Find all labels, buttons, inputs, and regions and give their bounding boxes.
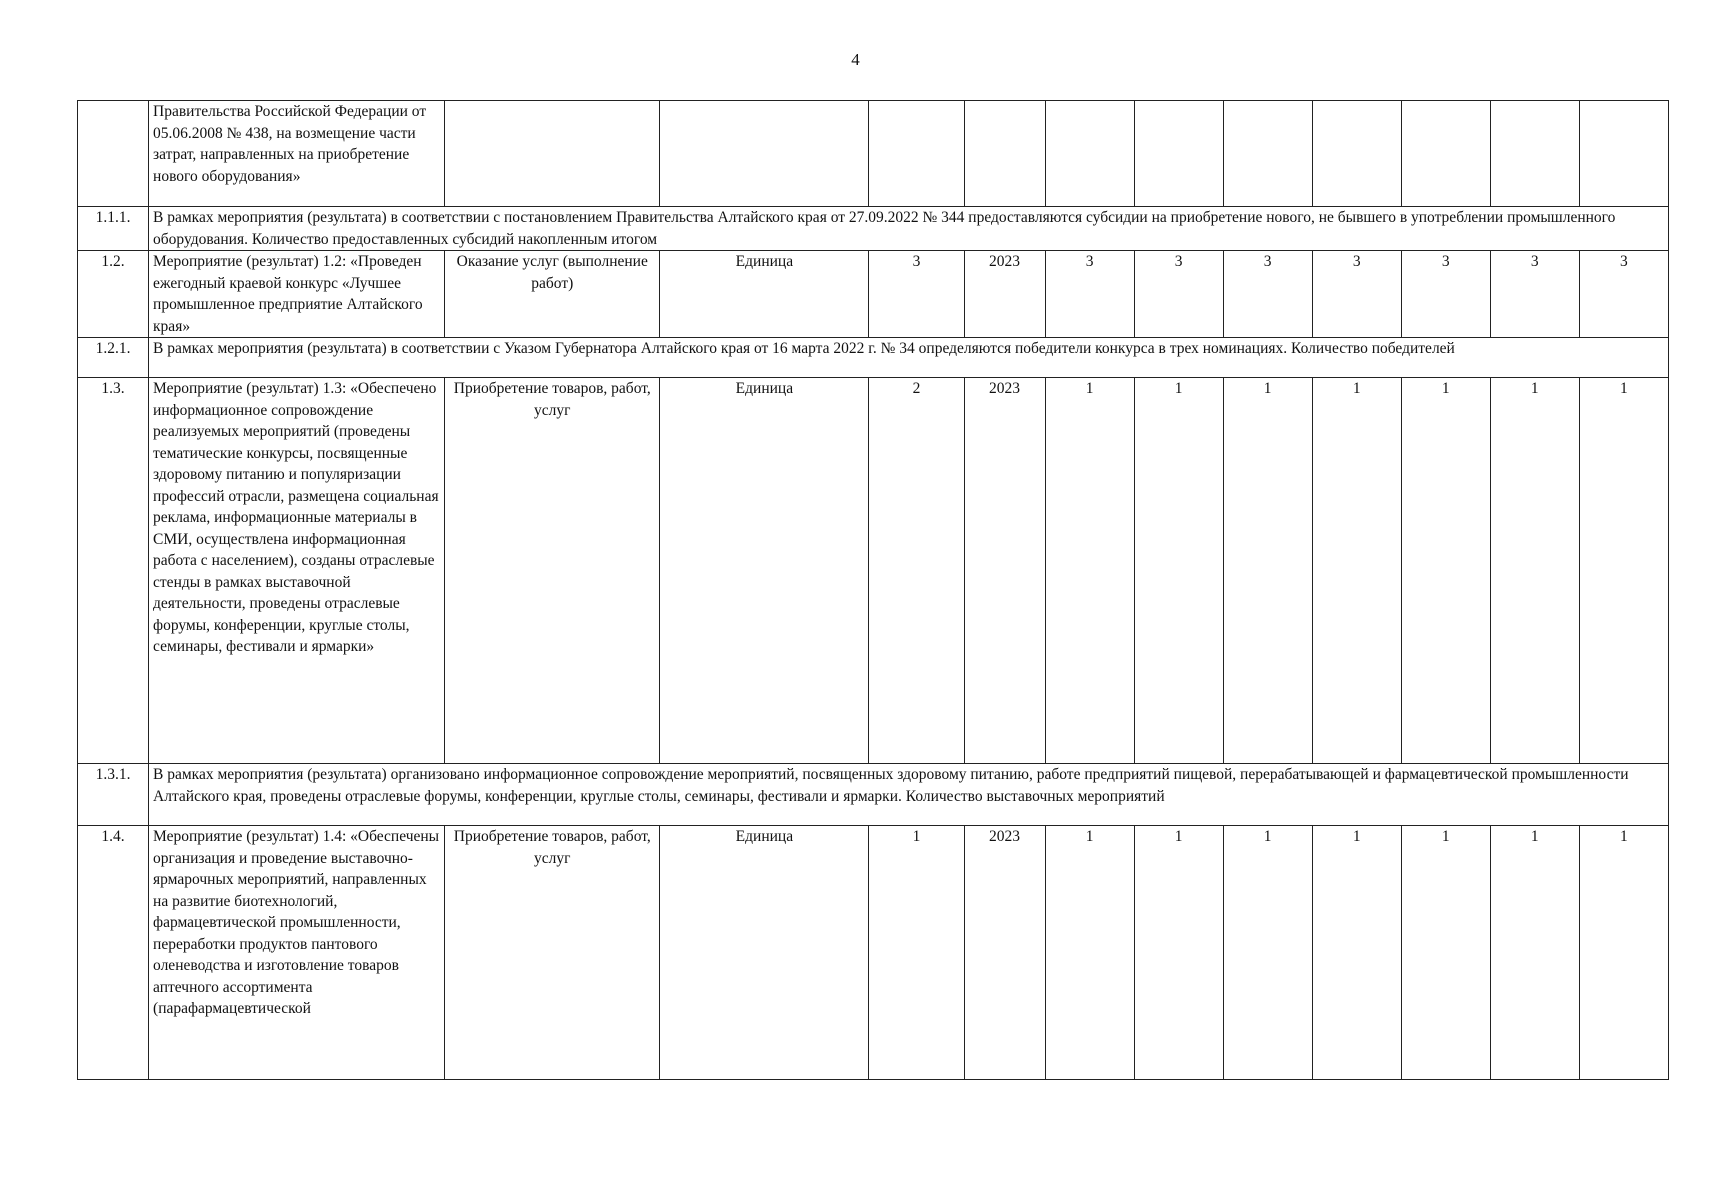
year-value: 1 <box>1490 378 1579 764</box>
empty-cell <box>445 101 660 207</box>
empty-cell <box>1045 101 1134 207</box>
base-year: 2023 <box>964 378 1045 764</box>
year-value: 3 <box>1223 251 1312 338</box>
results-table <box>77 100 1669 1080</box>
year-value: 3 <box>1134 251 1223 338</box>
row-number: 1.1.1. <box>78 207 149 251</box>
year-value: 1 <box>1579 378 1668 764</box>
table-row <box>78 764 1669 826</box>
year-value: 3 <box>1401 251 1490 338</box>
year-value: 1 <box>1223 378 1312 764</box>
row-number: 1.2.1. <box>78 338 149 378</box>
base-value: 3 <box>869 251 964 338</box>
measure-type: Оказание услуг (выполнение работ) <box>445 251 660 338</box>
year-value: 1 <box>1223 826 1312 1080</box>
year-value: 1 <box>1312 378 1401 764</box>
table-row <box>78 826 1669 1080</box>
measure-type: Приобретение товаров, работ, услуг <box>445 378 660 764</box>
empty-cell <box>660 101 869 207</box>
description-text: В рамках мероприятия (результата) организовано информационное сопровождение мероприятий, посвященных здоровому питанию, работе предприятий пищевой, перерабатывающей и фармацевтической промышленности Алтайского края, проведены отраслевые форумы, конференции, круглые столы, семинары, фестивали и ярмарки. Количество выставочных мероприятий <box>149 764 1669 826</box>
empty-cell <box>1490 101 1579 207</box>
year-value: 3 <box>1579 251 1668 338</box>
measure-name: Мероприятие (результат) 1.2: «Проведен ежегодный краевой конкурс «Лучшее промышленное предприятие Алтайского края» <box>149 251 445 338</box>
row-number: 1.3. <box>78 378 149 764</box>
year-value: 1 <box>1045 378 1134 764</box>
empty-cell <box>1134 101 1223 207</box>
measure-unit: Единица <box>660 378 869 764</box>
year-value: 3 <box>1490 251 1579 338</box>
measure-name: Мероприятие (результат) 1.3: «Обеспечено информационное сопровождение реализуемых мероприятий (проведены тематические конкурсы, посвященные здоровому питанию и популяризации профессий отрасли, размещена социальная реклама, информационные материалы в СМИ, осуществлена информационная работа с населением), созданы отраслевые стенды в рамках выставочной деятельности, проведены отраслевые форумы, конференции, круглые столы, семинары, фестивали и ярмарки» <box>149 378 445 764</box>
table-row <box>78 338 1669 378</box>
year-value: 1 <box>1401 826 1490 1080</box>
empty-cell <box>1401 101 1490 207</box>
measure-name: Правительства Российской Федерации от 05.06.2008 № 438, на возмещение части затрат, направленных на приобретение нового оборудования» <box>149 101 445 207</box>
empty-cell <box>1312 101 1401 207</box>
measure-unit: Единица <box>660 826 869 1080</box>
row-number <box>78 101 149 207</box>
year-value: 1 <box>1401 378 1490 764</box>
base-value: 2 <box>869 378 964 764</box>
year-value: 3 <box>1312 251 1401 338</box>
empty-cell <box>1579 101 1668 207</box>
year-value: 1 <box>1490 826 1579 1080</box>
table-row <box>78 251 1669 338</box>
table-row <box>78 207 1669 251</box>
page-number: 4 <box>851 50 860 69</box>
empty-cell <box>964 101 1045 207</box>
description-text: В рамках мероприятия (результата) в соответствии с Указом Губернатора Алтайского края от 16 марта 2022 г. № 34 определяются победители конкурса в трех номинациях. Количество победителей <box>149 338 1669 378</box>
base-year: 2023 <box>964 251 1045 338</box>
year-value: 1 <box>1312 826 1401 1080</box>
year-value: 1 <box>1134 378 1223 764</box>
empty-cell <box>869 101 964 207</box>
base-year: 2023 <box>964 826 1045 1080</box>
measure-name: Мероприятие (результат) 1.4: «Обеспечены организация и проведение выставочно-ярмарочных мероприятий, направленных на развитие биотехнологий, фармацевтической промышленности, переработки продуктов пантового оленеводства и изготовление товаров аптечного ассортимента (парафармацевтической <box>149 826 445 1080</box>
table-row <box>78 378 1669 764</box>
year-value: 1 <box>1045 826 1134 1080</box>
empty-cell <box>1223 101 1312 207</box>
measure-unit: Единица <box>660 251 869 338</box>
year-value: 1 <box>1134 826 1223 1080</box>
year-value: 1 <box>1579 826 1668 1080</box>
base-value: 1 <box>869 826 964 1080</box>
table-row <box>78 101 1669 207</box>
measure-type: Приобретение товаров, работ, услуг <box>445 826 660 1080</box>
row-number: 1.3.1. <box>78 764 149 826</box>
row-number: 1.2. <box>78 251 149 338</box>
description-text: В рамках мероприятия (результата) в соответствии с постановлением Правительства Алтайского края от 27.09.2022 № 344 предоставляются субсидии на приобретение нового, не бывшего в употреблении промышленного оборудования. Количество предоставленных субсидий накопленным итогом <box>149 207 1669 251</box>
row-number: 1.4. <box>78 826 149 1080</box>
year-value: 3 <box>1045 251 1134 338</box>
